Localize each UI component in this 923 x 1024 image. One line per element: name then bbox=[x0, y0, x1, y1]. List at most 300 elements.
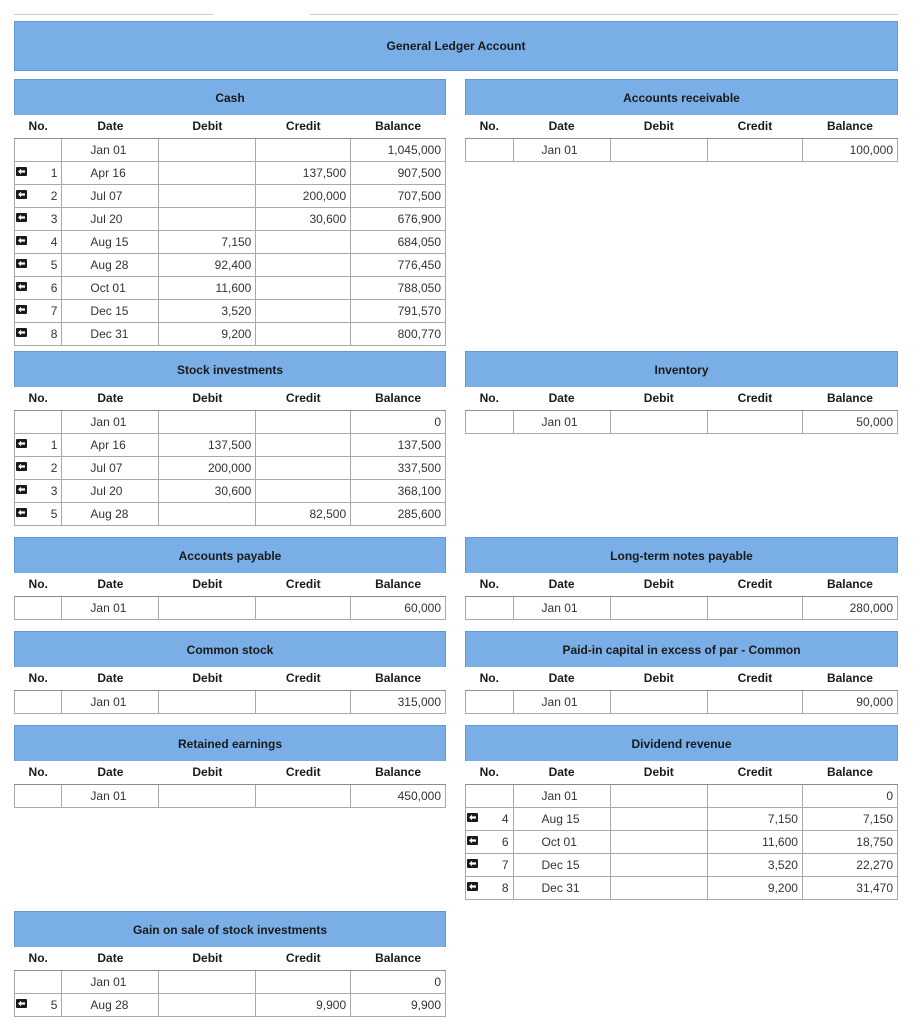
return-arrow-icon[interactable] bbox=[467, 859, 478, 868]
column-header-debit: Debit bbox=[610, 573, 707, 596]
cell-date[interactable] bbox=[62, 433, 159, 456]
cell-value: 7 bbox=[501, 857, 509, 872]
cell-debit[interactable] bbox=[610, 596, 707, 619]
cell-no[interactable] bbox=[15, 970, 62, 993]
return-arrow-icon[interactable] bbox=[16, 167, 27, 176]
table-row bbox=[15, 410, 446, 433]
cell-value: Aug 28 bbox=[90, 257, 129, 272]
cell-debit[interactable] bbox=[610, 410, 707, 433]
cell-credit[interactable] bbox=[256, 690, 351, 713]
cell-debit[interactable] bbox=[159, 230, 256, 253]
return-arrow-icon[interactable] bbox=[467, 813, 478, 822]
cell-credit[interactable] bbox=[256, 253, 351, 276]
cell-value: Dec 15 bbox=[90, 303, 129, 318]
header-row bbox=[15, 387, 446, 410]
cell-value: 800,770 bbox=[397, 326, 441, 341]
cell-value: 7,150 bbox=[767, 811, 798, 826]
column-header-date: Date bbox=[62, 667, 159, 690]
cell-debit[interactable] bbox=[610, 138, 707, 161]
column-header-date: Date bbox=[513, 387, 610, 410]
cell-date[interactable] bbox=[62, 276, 159, 299]
cell-credit[interactable] bbox=[256, 970, 351, 993]
cell-no[interactable] bbox=[466, 830, 514, 853]
cell-debit[interactable] bbox=[159, 479, 256, 502]
cell-credit[interactable] bbox=[256, 456, 351, 479]
cell-value: Dec 31 bbox=[541, 880, 580, 895]
cell-credit[interactable] bbox=[256, 184, 351, 207]
table-row bbox=[15, 276, 446, 299]
cell-debit[interactable] bbox=[610, 784, 707, 807]
cell-credit[interactable] bbox=[256, 322, 351, 345]
cell-balance[interactable] bbox=[351, 276, 446, 299]
cell-no[interactable] bbox=[466, 784, 514, 807]
cell-balance[interactable] bbox=[351, 970, 446, 993]
cell-value: 7,150 bbox=[221, 234, 252, 249]
cell-value: 8 bbox=[50, 326, 58, 341]
return-arrow-icon[interactable] bbox=[16, 236, 27, 245]
table-row bbox=[15, 690, 446, 713]
cell-value: 30,600 bbox=[214, 483, 252, 498]
cell-balance[interactable] bbox=[351, 410, 446, 433]
column-header-no: No. bbox=[466, 761, 514, 784]
cell-debit[interactable] bbox=[610, 853, 707, 876]
return-arrow-icon[interactable] bbox=[16, 259, 27, 268]
cell-credit[interactable] bbox=[707, 596, 802, 619]
cell-no[interactable] bbox=[15, 479, 62, 502]
cell-no[interactable] bbox=[15, 690, 62, 713]
cell-value: 337,500 bbox=[397, 460, 441, 475]
cell-no[interactable] bbox=[15, 207, 62, 230]
cell-balance[interactable] bbox=[351, 433, 446, 456]
cell-no[interactable] bbox=[15, 784, 62, 807]
cell-debit[interactable] bbox=[159, 161, 256, 184]
column-header-no: No. bbox=[15, 387, 62, 410]
cell-value: 5 bbox=[50, 257, 58, 272]
column-header-balance: Balance bbox=[802, 761, 897, 784]
cell-value: 31,470 bbox=[856, 880, 893, 895]
column-header-debit: Debit bbox=[159, 667, 256, 690]
cell-balance[interactable] bbox=[802, 784, 897, 807]
cell-value: 18,750 bbox=[856, 834, 893, 849]
cell-no[interactable] bbox=[15, 161, 62, 184]
cell-value: Jan 01 bbox=[541, 142, 578, 157]
cell-date[interactable] bbox=[62, 322, 159, 345]
column-header-balance: Balance bbox=[351, 947, 446, 970]
return-arrow-icon[interactable] bbox=[16, 485, 27, 494]
return-arrow-icon[interactable] bbox=[16, 508, 27, 517]
column-header-date: Date bbox=[62, 573, 159, 596]
cell-value: 280,000 bbox=[849, 600, 893, 615]
cell-value: Jul 20 bbox=[90, 483, 123, 498]
cell-value: 92,400 bbox=[214, 257, 252, 272]
cell-value: Jan 01 bbox=[541, 600, 578, 615]
return-arrow-icon[interactable] bbox=[16, 462, 27, 471]
column-header-balance: Balance bbox=[351, 387, 446, 410]
cell-no[interactable] bbox=[466, 876, 514, 899]
cell-debit[interactable] bbox=[159, 207, 256, 230]
cell-date[interactable] bbox=[62, 410, 159, 433]
ledger-table bbox=[14, 947, 446, 1017]
return-arrow-icon[interactable] bbox=[16, 305, 27, 314]
cell-balance[interactable] bbox=[351, 184, 446, 207]
table-row bbox=[15, 322, 446, 345]
cell-balance[interactable] bbox=[802, 830, 897, 853]
table-row bbox=[466, 876, 898, 899]
ledger-table bbox=[14, 761, 446, 808]
cell-debit[interactable] bbox=[159, 299, 256, 322]
cell-value: 7,150 bbox=[862, 811, 893, 826]
table-row bbox=[15, 993, 446, 1016]
cell-debit[interactable] bbox=[159, 138, 256, 161]
cell-balance[interactable] bbox=[351, 690, 446, 713]
cell-no[interactable] bbox=[15, 138, 62, 161]
cell-no[interactable] bbox=[15, 502, 62, 525]
column-header-no: No. bbox=[466, 573, 514, 596]
cell-no[interactable] bbox=[15, 253, 62, 276]
cell-debit[interactable] bbox=[159, 184, 256, 207]
return-arrow-icon[interactable] bbox=[16, 999, 27, 1008]
ledger-table bbox=[465, 573, 898, 620]
account-title: Stock investments bbox=[14, 351, 446, 387]
return-arrow-icon[interactable] bbox=[467, 882, 478, 891]
cell-balance[interactable] bbox=[351, 479, 446, 502]
cell-no[interactable] bbox=[15, 596, 62, 619]
cell-date[interactable] bbox=[62, 970, 159, 993]
cell-value: Jul 20 bbox=[90, 211, 123, 226]
cell-credit[interactable] bbox=[256, 410, 351, 433]
cell-credit[interactable] bbox=[707, 410, 802, 433]
column-header-no: No. bbox=[15, 573, 62, 596]
cell-value: 368,100 bbox=[397, 483, 441, 498]
cell-balance[interactable] bbox=[351, 322, 446, 345]
column-header-credit: Credit bbox=[256, 947, 351, 970]
table-row bbox=[15, 161, 446, 184]
cell-debit[interactable] bbox=[159, 276, 256, 299]
cell-no[interactable] bbox=[15, 456, 62, 479]
cell-debit[interactable] bbox=[159, 690, 256, 713]
cell-balance[interactable] bbox=[802, 876, 897, 899]
cell-value: 200,000 bbox=[207, 460, 252, 475]
cell-date[interactable] bbox=[62, 253, 159, 276]
cell-value: Jul 07 bbox=[90, 460, 123, 475]
cell-debit[interactable] bbox=[159, 433, 256, 456]
cell-credit[interactable] bbox=[707, 690, 802, 713]
cell-debit[interactable] bbox=[610, 830, 707, 853]
header-row bbox=[466, 667, 898, 690]
cell-no[interactable] bbox=[15, 322, 62, 345]
divider-line bbox=[310, 11, 898, 15]
cell-balance[interactable] bbox=[802, 410, 897, 433]
column-header-credit: Credit bbox=[707, 387, 802, 410]
cell-balance[interactable] bbox=[351, 230, 446, 253]
table-row bbox=[466, 784, 898, 807]
return-arrow-icon[interactable] bbox=[16, 439, 27, 448]
return-arrow-icon[interactable] bbox=[16, 328, 27, 337]
table-row bbox=[15, 253, 446, 276]
cell-credit[interactable] bbox=[256, 784, 351, 807]
ledger-table bbox=[14, 667, 446, 714]
header-row bbox=[15, 573, 446, 596]
cell-balance[interactable] bbox=[351, 161, 446, 184]
cell-no[interactable] bbox=[15, 184, 62, 207]
table-row bbox=[15, 596, 446, 619]
cell-value: 30,600 bbox=[309, 211, 347, 226]
cell-date[interactable] bbox=[513, 807, 610, 830]
cell-value: 4 bbox=[501, 811, 509, 826]
cell-date[interactable] bbox=[62, 479, 159, 502]
cell-value: 7 bbox=[50, 303, 58, 318]
cell-date[interactable] bbox=[513, 784, 610, 807]
table-row bbox=[15, 299, 446, 322]
cell-value: Jan 01 bbox=[541, 414, 578, 429]
cell-date[interactable] bbox=[513, 876, 610, 899]
cell-credit[interactable] bbox=[256, 276, 351, 299]
cell-balance[interactable] bbox=[802, 138, 897, 161]
column-header-date: Date bbox=[513, 573, 610, 596]
cell-no[interactable] bbox=[466, 690, 514, 713]
column-header-no: No. bbox=[15, 947, 62, 970]
cell-value: 0 bbox=[434, 414, 441, 429]
cell-value: 684,050 bbox=[397, 234, 441, 249]
cell-credit[interactable] bbox=[256, 299, 351, 322]
header-row bbox=[15, 115, 446, 138]
cell-value: 1 bbox=[50, 165, 58, 180]
divider-line bbox=[14, 11, 214, 15]
column-header-debit: Debit bbox=[610, 387, 707, 410]
cell-value: 4 bbox=[50, 234, 58, 249]
cell-date[interactable] bbox=[62, 230, 159, 253]
cell-value: 9,900 bbox=[316, 997, 347, 1012]
cell-value: 315,000 bbox=[397, 694, 441, 709]
cell-debit[interactable] bbox=[159, 253, 256, 276]
cell-date[interactable] bbox=[62, 784, 159, 807]
column-header-balance: Balance bbox=[802, 667, 897, 690]
column-header-date: Date bbox=[62, 761, 159, 784]
cell-balance[interactable] bbox=[802, 596, 897, 619]
column-header-credit: Credit bbox=[707, 115, 802, 138]
ledger-table bbox=[14, 387, 446, 526]
cell-no[interactable] bbox=[15, 299, 62, 322]
cell-value: 0 bbox=[434, 974, 441, 989]
cell-date[interactable] bbox=[513, 410, 610, 433]
column-header-credit: Credit bbox=[256, 387, 351, 410]
table-row bbox=[15, 970, 446, 993]
table-row bbox=[15, 433, 446, 456]
cell-credit[interactable] bbox=[256, 502, 351, 525]
cell-value: Jan 01 bbox=[90, 600, 127, 615]
column-header-balance: Balance bbox=[351, 573, 446, 596]
column-header-balance: Balance bbox=[802, 387, 897, 410]
cell-value: 1,045,000 bbox=[387, 142, 441, 157]
header-row bbox=[466, 761, 898, 784]
cell-value: Apr 16 bbox=[90, 165, 126, 180]
cell-date[interactable] bbox=[513, 853, 610, 876]
column-header-debit: Debit bbox=[159, 573, 256, 596]
cell-credit[interactable] bbox=[707, 830, 802, 853]
cell-balance[interactable] bbox=[802, 853, 897, 876]
column-header-debit: Debit bbox=[159, 761, 256, 784]
cell-credit[interactable] bbox=[707, 876, 802, 899]
account-gain-on-sale bbox=[14, 911, 446, 1017]
cell-value: 9,200 bbox=[767, 880, 798, 895]
column-header-date: Date bbox=[513, 667, 610, 690]
column-header-no: No. bbox=[466, 667, 514, 690]
page-title: General Ledger Account bbox=[14, 21, 898, 71]
account-common-stock bbox=[14, 631, 446, 714]
cell-value: 788,050 bbox=[397, 280, 441, 295]
cell-value: 90,000 bbox=[856, 694, 893, 709]
cell-value: Dec 31 bbox=[90, 326, 129, 341]
return-arrow-icon[interactable] bbox=[16, 282, 27, 291]
cell-no[interactable] bbox=[15, 433, 62, 456]
cell-no[interactable] bbox=[466, 853, 514, 876]
cell-date[interactable] bbox=[62, 596, 159, 619]
cell-credit[interactable] bbox=[256, 161, 351, 184]
account-title: Inventory bbox=[465, 351, 898, 387]
cell-debit[interactable] bbox=[159, 596, 256, 619]
table-row bbox=[15, 784, 446, 807]
cell-balance[interactable] bbox=[802, 807, 897, 830]
cell-date[interactable] bbox=[62, 184, 159, 207]
account-title: Dividend revenue bbox=[465, 725, 898, 761]
cell-credit[interactable] bbox=[256, 138, 351, 161]
cell-value: 100,000 bbox=[849, 142, 893, 157]
cell-debit[interactable] bbox=[610, 690, 707, 713]
cell-balance[interactable] bbox=[351, 784, 446, 807]
cell-date[interactable] bbox=[513, 596, 610, 619]
table-row bbox=[15, 479, 446, 502]
cell-debit[interactable] bbox=[159, 456, 256, 479]
cell-value: 776,450 bbox=[397, 257, 441, 272]
cell-credit[interactable] bbox=[707, 784, 802, 807]
cell-debit[interactable] bbox=[610, 807, 707, 830]
cell-balance[interactable] bbox=[802, 690, 897, 713]
cell-credit[interactable] bbox=[256, 207, 351, 230]
cell-balance[interactable] bbox=[351, 502, 446, 525]
cell-date[interactable] bbox=[62, 993, 159, 1016]
cell-value: 5 bbox=[50, 997, 58, 1012]
table-row bbox=[15, 456, 446, 479]
cell-no[interactable] bbox=[15, 230, 62, 253]
cell-no[interactable] bbox=[466, 807, 514, 830]
account-long-term-notes-payable bbox=[465, 537, 898, 620]
column-header-balance: Balance bbox=[351, 115, 446, 138]
cell-credit[interactable] bbox=[707, 853, 802, 876]
cell-credit[interactable] bbox=[256, 479, 351, 502]
cell-value: Jan 01 bbox=[90, 974, 127, 989]
cell-no[interactable] bbox=[15, 276, 62, 299]
header-row bbox=[15, 667, 446, 690]
cell-debit[interactable] bbox=[159, 970, 256, 993]
cell-credit[interactable] bbox=[256, 230, 351, 253]
table-row bbox=[15, 207, 446, 230]
cell-credit[interactable] bbox=[256, 993, 351, 1016]
return-arrow-icon[interactable] bbox=[467, 836, 478, 845]
cell-balance[interactable] bbox=[351, 596, 446, 619]
account-title: Accounts receivable bbox=[465, 79, 898, 115]
column-header-credit: Credit bbox=[256, 667, 351, 690]
column-header-balance: Balance bbox=[351, 761, 446, 784]
header-row bbox=[15, 761, 446, 784]
cell-debit[interactable] bbox=[610, 876, 707, 899]
cell-credit[interactable] bbox=[707, 807, 802, 830]
cell-value: 3 bbox=[50, 211, 58, 226]
cell-value: 11,600 bbox=[762, 834, 798, 849]
cell-value: 137,500 bbox=[207, 437, 252, 452]
cell-debit[interactable] bbox=[159, 502, 256, 525]
cell-no[interactable] bbox=[466, 138, 514, 161]
cell-date[interactable] bbox=[62, 207, 159, 230]
cell-balance[interactable] bbox=[351, 299, 446, 322]
cell-debit[interactable] bbox=[159, 993, 256, 1016]
cell-date[interactable] bbox=[62, 502, 159, 525]
cell-value: Apr 16 bbox=[90, 437, 126, 452]
cell-date[interactable] bbox=[62, 138, 159, 161]
cell-value: Jan 01 bbox=[90, 694, 127, 709]
account-retained-earnings bbox=[14, 725, 446, 808]
cell-no[interactable] bbox=[15, 993, 62, 1016]
account-stock-investments bbox=[14, 351, 446, 526]
account-title: Retained earnings bbox=[14, 725, 446, 761]
cell-value: 907,500 bbox=[397, 165, 441, 180]
cell-date[interactable] bbox=[513, 138, 610, 161]
cell-date[interactable] bbox=[513, 690, 610, 713]
cell-value: 82,500 bbox=[309, 506, 347, 521]
ledger-table bbox=[465, 667, 898, 714]
cell-credit[interactable] bbox=[707, 138, 802, 161]
cell-date[interactable] bbox=[62, 690, 159, 713]
cell-balance[interactable] bbox=[351, 456, 446, 479]
column-header-date: Date bbox=[62, 947, 159, 970]
cell-debit[interactable] bbox=[159, 784, 256, 807]
cell-date[interactable] bbox=[62, 161, 159, 184]
cell-value: Dec 15 bbox=[541, 857, 580, 872]
cell-no[interactable] bbox=[466, 596, 514, 619]
cell-date[interactable] bbox=[513, 830, 610, 853]
column-header-credit: Credit bbox=[707, 573, 802, 596]
return-arrow-icon[interactable] bbox=[16, 190, 27, 199]
ledger-table bbox=[14, 115, 446, 346]
cell-value: 450,000 bbox=[397, 788, 441, 803]
cell-value: 3 bbox=[50, 483, 58, 498]
cell-balance[interactable] bbox=[351, 138, 446, 161]
account-title: Long-term notes payable bbox=[465, 537, 898, 573]
cell-balance[interactable] bbox=[351, 993, 446, 1016]
cell-credit[interactable] bbox=[256, 433, 351, 456]
cell-debit[interactable] bbox=[159, 322, 256, 345]
cell-credit[interactable] bbox=[256, 596, 351, 619]
cell-value: 60,000 bbox=[404, 600, 441, 615]
cell-balance[interactable] bbox=[351, 207, 446, 230]
ledger-table bbox=[465, 115, 898, 162]
return-arrow-icon[interactable] bbox=[16, 213, 27, 222]
column-header-credit: Credit bbox=[256, 761, 351, 784]
cell-value: Aug 28 bbox=[90, 506, 129, 521]
header-row bbox=[466, 573, 898, 596]
account-title: Accounts payable bbox=[14, 537, 446, 573]
column-header-no: No. bbox=[466, 387, 514, 410]
cell-date[interactable] bbox=[62, 456, 159, 479]
ledger-table bbox=[14, 573, 446, 620]
cell-date[interactable] bbox=[62, 299, 159, 322]
cell-no[interactable] bbox=[15, 410, 62, 433]
top-divider bbox=[14, 11, 898, 17]
cell-no[interactable] bbox=[466, 410, 514, 433]
cell-balance[interactable] bbox=[351, 253, 446, 276]
cell-debit[interactable] bbox=[159, 410, 256, 433]
column-header-no: No. bbox=[15, 667, 62, 690]
cell-value: 3,520 bbox=[767, 857, 798, 872]
